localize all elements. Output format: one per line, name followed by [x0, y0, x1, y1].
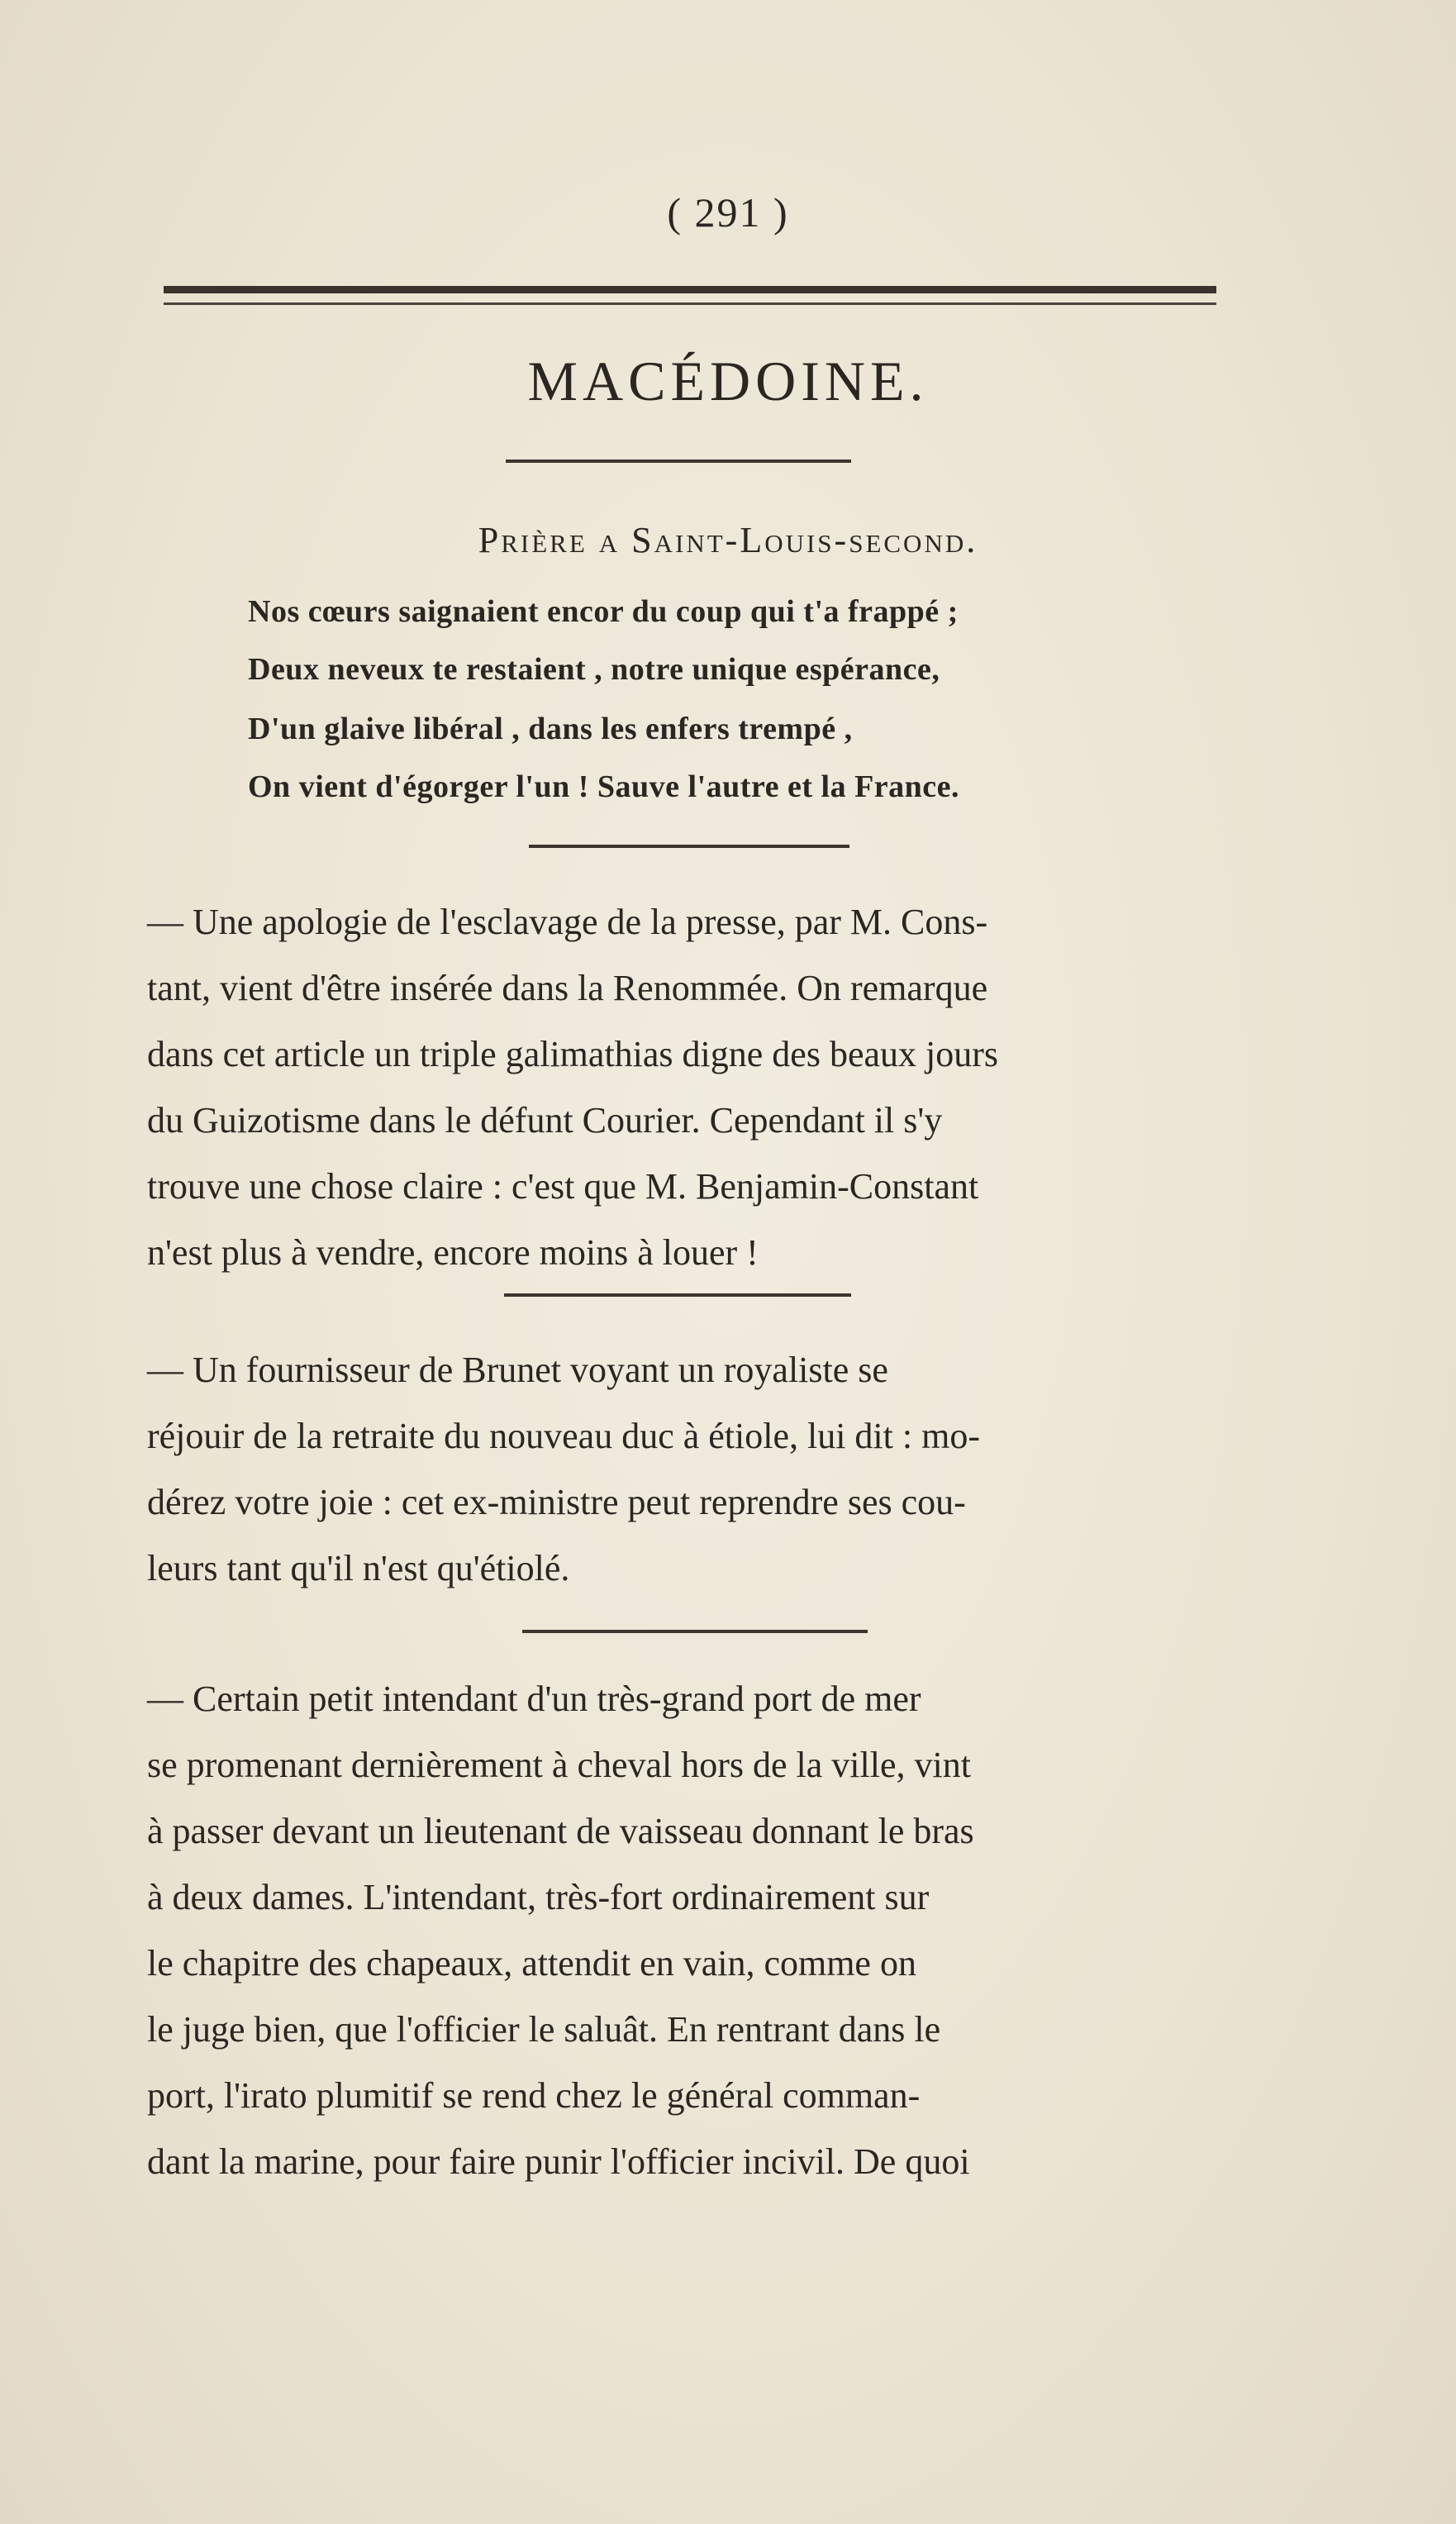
- poem-line: On vient d'égorger l'un ! Sauve l'autre et la France.: [248, 769, 960, 804]
- paragraph-line: du Guizotisme dans le défunt Courier. Cependant il s'y: [147, 1100, 943, 1141]
- paragraph-line: leurs tant qu'il n'est qu'étiolé.: [147, 1548, 570, 1588]
- separator-rule: [522, 1630, 868, 1633]
- paragraph-benjamin-constant: [147, 889, 1221, 1286]
- paragraph-line: dans cet article un triple galimathias digne des beaux jours: [147, 1034, 999, 1074]
- header-rule-thin: [164, 302, 1216, 305]
- poem-title: Prière a Saint-Louis-second.: [478, 520, 978, 560]
- paragraph-intendant: [147, 1666, 1221, 2195]
- section-title: MACÉDOINE.: [527, 350, 929, 412]
- paragraph-line: le chapitre des chapeaux, attendit en vain, comme on: [147, 1943, 916, 1983]
- paragraph-line: tant, vient d'être insérée dans la Renommée. On remarque: [147, 968, 988, 1008]
- separator-rule: [529, 845, 849, 848]
- paragraph-line: port, l'irato plumitif se rend chez le général comman-: [147, 2075, 921, 2116]
- paragraph-line: trouve une chose claire : c'est que M. Benjamin-Constant: [147, 1166, 979, 1207]
- paragraph-fournisseur: [147, 1337, 1221, 1602]
- paragraph-line: — Certain petit intendant d'un très-grand port de mer: [147, 1679, 921, 1719]
- separator-rule: [504, 1293, 851, 1297]
- poem-line: Deux neveux te restaient , notre unique espérance,: [248, 652, 940, 687]
- paragraph-line: à deux dames. L'intendant, très-fort ordinairement sur: [147, 1877, 930, 1917]
- paragraph-line: réjouir de la retraite du nouveau duc à étiole, lui dit : mo-: [147, 1416, 980, 1456]
- paragraph-line: se promenant dernièrement à cheval hors de la ville, vint: [147, 1745, 971, 1785]
- poem-line: D'un glaive libéral , dans les enfers trempé ,: [248, 712, 853, 746]
- paragraph-line: n'est plus à vendre, encore moins à louer !: [147, 1232, 759, 1273]
- paragraph-line: — Une apologie de l'esclavage de la presse, par M. Cons-: [147, 902, 988, 942]
- separator-rule: [506, 460, 851, 463]
- paragraph-line: — Un fournisseur de Brunet voyant un royaliste se: [147, 1350, 888, 1390]
- paragraph-line: dérez votre joie : cet ex-ministre peut reprendre ses cou-: [147, 1482, 966, 1522]
- paragraph-line: dant la marine, pour faire punir l'officier incivil. De quoi: [147, 2141, 970, 2182]
- header-rule-thick: [164, 286, 1216, 293]
- page-number: ( 291 ): [667, 189, 789, 236]
- paragraph-line: à passer devant un lieutenant de vaisseau donnant le bras: [147, 1811, 974, 1851]
- paragraph-line: le juge bien, que l'officier le saluât. En rentrant dans le: [147, 2009, 941, 2050]
- poem-line: Nos cœurs saignaient encor du coup qui t'a frappé ;: [248, 594, 959, 629]
